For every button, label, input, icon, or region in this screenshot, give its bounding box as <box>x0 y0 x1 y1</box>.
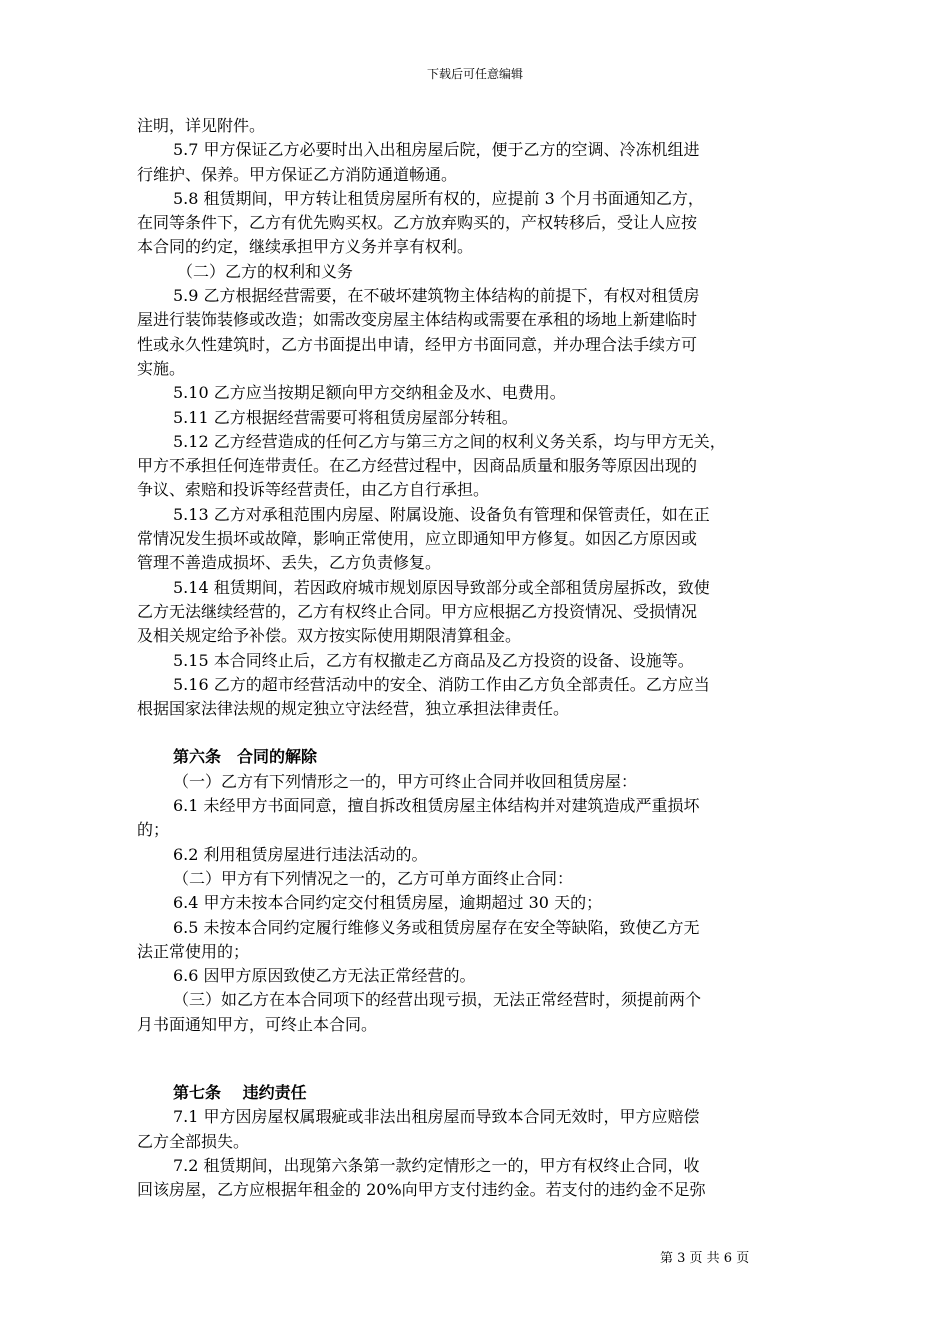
clause-5-12: 5.12 乙方经营造成的任何乙方与第三方之间的权利义务关系，均与甲方无关， <box>173 431 726 451</box>
text-line: 回该房屋，乙方应根据年租金的 20%向甲方支付违约金。若支付的违约金不足弥 <box>137 1180 706 1200</box>
text-line: 行维护、保养。甲方保证乙方消防通道畅通。 <box>137 164 458 184</box>
text-line: 法正常使用的； <box>137 941 250 961</box>
clause-6-4: 6.4 甲方未按本合同约定交付租赁房屋，逾期超过 30 天的； <box>173 893 603 913</box>
text-line: 及相关规定给予补偿。双方按实际使用期限清算租金。 <box>137 626 522 646</box>
text-line: 甲方不承担任何连带责任。在乙方经营过程中，因商品质量和服务等原因出现的 <box>137 456 698 476</box>
page-number-footer: 第 3 页 共 6 页 <box>660 1251 750 1266</box>
clause-5-8: 5.8 租赁期间，甲方转让租赁房屋所有权的，应提前 3 个月书面通知乙方， <box>173 188 704 208</box>
text-line: 乙方全部损失。 <box>137 1131 250 1151</box>
text-line: 常情况发生损坏或故障，影响正常使用，应立即通知甲方修复。如因乙方原因或 <box>137 529 698 549</box>
clause-5-13: 5.13 乙方对承租范围内房屋、附属设施、设备负有管理和保管责任，如在正 <box>173 504 710 524</box>
clause-6-1: 6.1 未经甲方书面同意，擅自拆改租赁房屋主体结构并对建筑造成严重损坏 <box>173 796 700 816</box>
clause-5-14: 5.14 租赁期间，若因政府城市规划原因导致部分或全部租赁房屋拆改，致使 <box>173 577 710 597</box>
text-line: 在同等条件下，乙方有优先购买权。乙方放弃购买的，产权转移后，受让人应按 <box>137 213 698 233</box>
spacer <box>137 1037 817 1081</box>
clause-5-16: 5.16 乙方的超市经营活动中的安全、消防工作由乙方负全部责任。乙方应当 <box>173 674 710 694</box>
article-6-title: 第六条 合同的解除 <box>173 747 318 767</box>
clause-5-10: 5.10 乙方应当按期足额向甲方交纳租金及水、电费用。 <box>173 383 566 403</box>
article-6-subsection-1: （一）乙方有下列情形之一的，甲方可终止合同并收回租赁房屋： <box>173 771 638 791</box>
clause-5-7: 5.7 甲方保证乙方必要时出入出租房屋后院，便于乙方的空调、冷冻机组进 <box>173 140 700 160</box>
text-line: 屋进行装饰装修或改造；如需改变房屋主体结构或需要在承租的场地上新建临时 <box>137 310 698 330</box>
text-line: 本合同的约定，继续承担甲方义务并享有权利。 <box>137 237 474 257</box>
spacer <box>137 721 817 745</box>
text-line: 乙方无法继续经营的，乙方有权终止合同。甲方应根据乙方投资情况、受损情况 <box>137 601 698 621</box>
clause-6-6: 6.6 因甲方原因致使乙方无法正常经营的。 <box>173 966 476 986</box>
article-6-subsection-3: （三）如乙方在本合同项下的经营出现亏损，无法正常经营时，须提前两个 <box>173 990 702 1010</box>
article-6-subsection-2: （二）甲方有下列情况之一的，乙方可单方面终止合同： <box>173 868 574 888</box>
article-7-title: 第七条 违约责任 <box>173 1082 307 1102</box>
clause-7-2: 7.2 租赁期间，出现第六条第一款约定情形之一的，甲方有权终止合同，收 <box>173 1155 700 1175</box>
document-body <box>137 114 817 1202</box>
clause-6-5: 6.5 未按本合同约定履行维修义务或租赁房屋存在安全等缺陷，致使乙方无 <box>173 917 700 937</box>
text-line: 注明，详见附件。 <box>137 116 266 135</box>
text-line: 月书面通知甲方，可终止本合同。 <box>137 1014 378 1034</box>
text-line: 实施。 <box>137 358 186 378</box>
clause-5-15: 5.15 本合同终止后，乙方有权撤走乙方商品及乙方投资的设备、设施等。 <box>173 650 694 670</box>
page-header-note: 下载后可任意编辑 <box>426 67 523 81</box>
clause-5-9: 5.9 乙方根据经营需要，在不破坏建筑物主体结构的前提下，有权对租赁房 <box>173 286 700 306</box>
clause-7-1: 7.1 甲方因房屋权属瑕疵或非法出租房屋而导致本合同无效时，甲方应赔偿 <box>173 1107 700 1127</box>
clause-5-11: 5.11 乙方根据经营需要可将租赁房屋部分转租。 <box>173 407 518 427</box>
text-line: 的； <box>137 820 170 840</box>
subsection-party-b-rights: （二）乙方的权利和义务 <box>177 261 354 281</box>
text-line: 性或永久性建筑时，乙方书面提出申请，经甲方书面同意，并办理合法手续方可 <box>137 334 698 354</box>
text-line: 争议、索赔和投诉等经营责任，由乙方自行承担。 <box>137 480 490 500</box>
text-line: 管理不善造成损坏、丢失，乙方负责修复。 <box>137 553 442 573</box>
clause-6-2: 6.2 利用租赁房屋进行违法活动的。 <box>173 844 428 864</box>
text-line: 根据国家法律法规的规定独立守法经营，独立承担法律责任。 <box>137 699 570 719</box>
